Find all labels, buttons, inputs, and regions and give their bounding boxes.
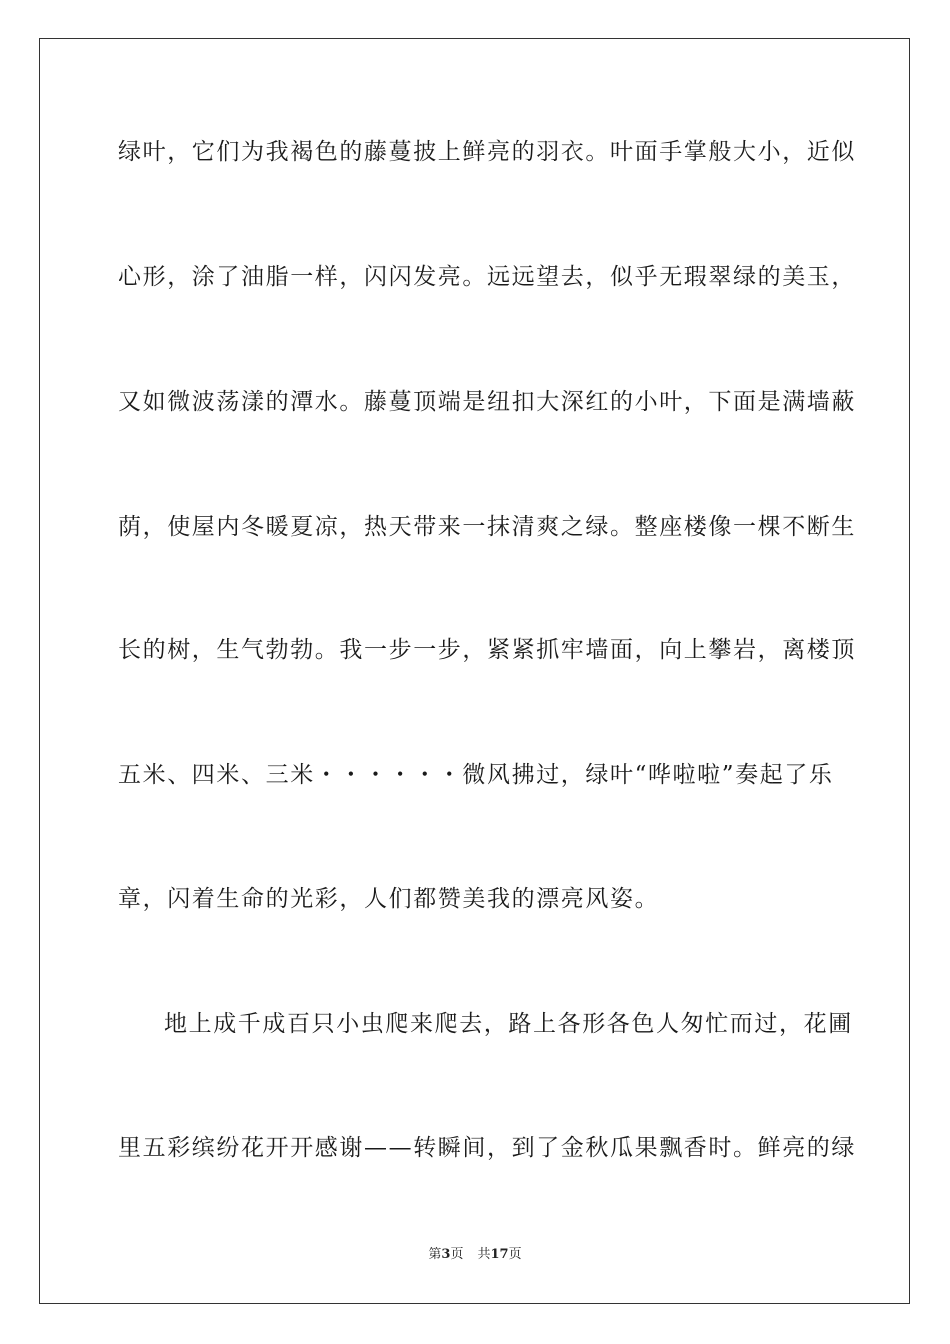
page-footer xyxy=(0,1246,950,1264)
body-text-line-1: 绿叶，它们为我褐色的藤蔓披上鲜亮的羽衣。叶面手掌般大小，近似 xyxy=(118,139,856,165)
body-text-line-6: 五米、四米、三米・・・・・・微风拂过，绿叶“哗啦啦”奏起了乐 xyxy=(118,762,834,788)
body-text-line-8: 地上成千成百只小虫爬来爬去，路上各形各色人匆忙而过，花圃 xyxy=(164,1011,853,1037)
page-prefix: 第 xyxy=(428,1247,442,1262)
body-text-line-5: 长的树，生气勃勃。我一步一步，紧紧抓牢墙面，向上攀岩，离楼顶 xyxy=(118,637,856,663)
total-pages: 17 xyxy=(490,1247,509,1262)
body-text-line-9: 里五彩缤纷花开开感谢——转瞬间，到了金秋瓜果飘香时。鲜亮的绿 xyxy=(118,1135,856,1161)
total-suffix: 页 xyxy=(508,1247,522,1262)
body-text-line-2: 心形，涂了油脂一样，闪闪发亮。远远望去，似乎无瑕翠绿的美玉， xyxy=(118,264,856,290)
page-number: 3 xyxy=(441,1247,451,1262)
page-suffix: 页 xyxy=(450,1247,464,1262)
page-border xyxy=(39,38,910,1304)
body-text-line-4: 荫，使屋内冬暖夏凉，热天带来一抹清爽之绿。整座楼像一棵不断生 xyxy=(118,514,856,540)
body-text-line-3: 又如微波荡漾的潭水。藤蔓顶端是纽扣大深红的小叶，下面是满墙蔽 xyxy=(118,389,856,415)
body-text-line-7: 章，闪着生命的光彩，人们都赞美我的漂亮风姿。 xyxy=(118,886,660,912)
total-prefix: 共 xyxy=(477,1247,491,1262)
